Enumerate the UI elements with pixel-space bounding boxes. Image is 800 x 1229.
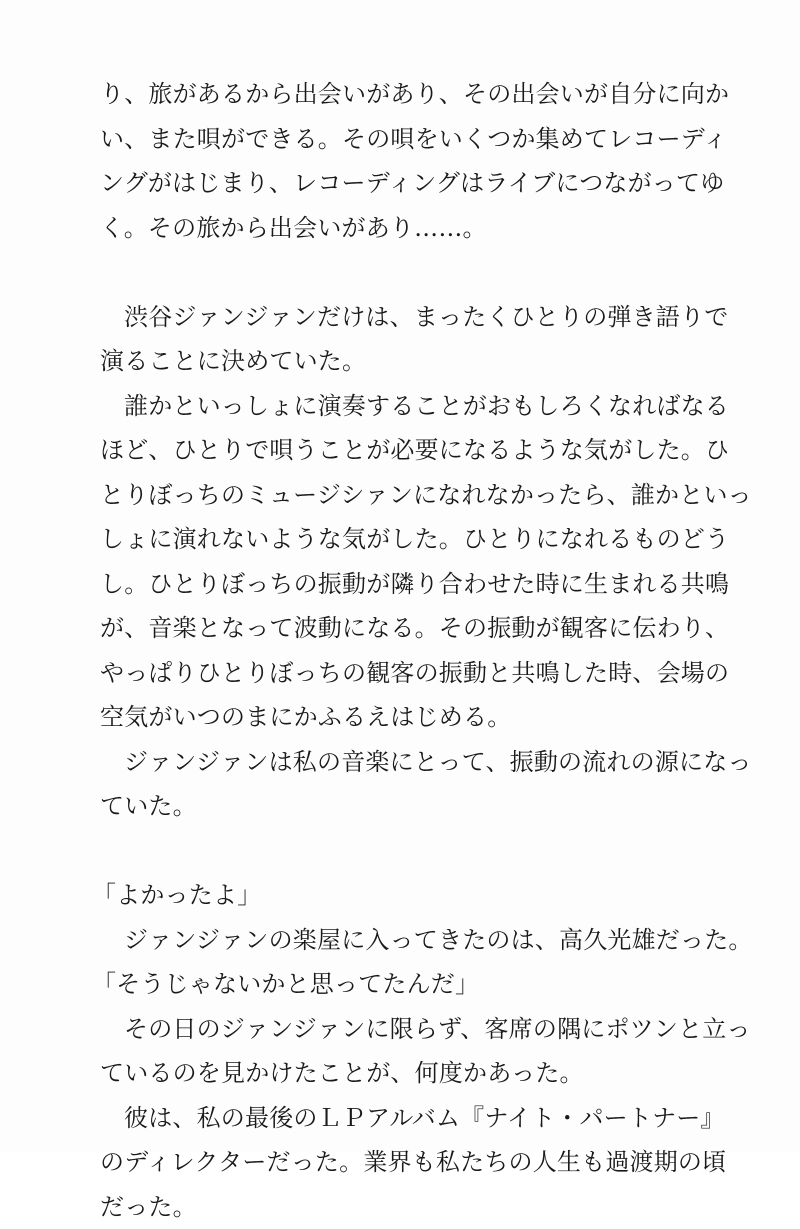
paragraph-3 (100, 384, 670, 740)
text-line: ングがはじまり、レコーディングはライブにつながってゆ (100, 161, 670, 206)
text-line: く。その旅から出会いがあり……。 (100, 206, 670, 251)
text-line: ジァンジァンは私の音楽にとって、振動の流れの源になっ (100, 740, 670, 785)
paragraph-7 (100, 1096, 670, 1229)
text-line: ほど、ひとりで唄うことが必要になるような気がした。ひ (100, 428, 670, 473)
text-line: が、音楽となって波動になる。その振動が観客に伝わり、 (100, 606, 670, 651)
text-line: 演ることに決めていた。 (100, 339, 670, 384)
text-line: 彼は、私の最後のＬＰアルバム『ナイト・パートナー』 (100, 1096, 670, 1141)
paragraph-2 (100, 295, 670, 384)
text-line: り、旅があるから出会いがあり、その出会いが自分に向か (100, 72, 670, 117)
text-line: 空気がいつのまにかふるえはじめる。 (100, 695, 670, 740)
text-line: やっぱりひとりぼっちの観客の振動と共鳴した時、会場の (100, 651, 670, 696)
body-text (100, 72, 670, 1229)
text-line: ているのを見かけたことが、何度かあった。 (100, 1051, 670, 1096)
text-line: その日のジァンジァンに限らず、客席の隅にポツンと立っ (100, 1007, 670, 1052)
paragraph-1 (100, 72, 670, 250)
paragraph-4 (100, 740, 670, 829)
text-line: だった。 (100, 1185, 670, 1229)
text-line: しょに演れないような気がした。ひとりになれるものどう (100, 517, 670, 562)
text-line: 渋谷ジァンジァンだけは、まったくひとりの弾き語りで (100, 295, 670, 340)
paragraph-6 (100, 1007, 670, 1096)
text-line: し。ひとりぼっちの振動が隣り合わせた時に生まれる共鳴 (100, 562, 670, 607)
text-line: のディレクターだった。業界も私たちの人生も過渡期の頃 (100, 1140, 670, 1185)
text-line: 「そうじゃないかと思ってたんだ」 (92, 962, 670, 1007)
text-line: い、また唄ができる。その唄をいくつか集めてレコーディ (100, 117, 670, 162)
paragraph-5 (100, 918, 670, 963)
text-line: とりぼっちのミュージシァンになれなかったら、誰かといっ (100, 473, 670, 518)
text-line: ていた。 (100, 784, 670, 829)
text-line: 「よかったよ」 (92, 873, 670, 918)
text-line: 誰かといっしょに演奏することがおもしろくなればなる (100, 384, 670, 429)
section-break (100, 250, 670, 295)
text-line: ジァンジァンの楽屋に入ってきたのは、高久光雄だった。 (100, 918, 670, 963)
section-break (100, 829, 670, 874)
dialogue-2 (100, 962, 670, 1007)
dialogue-1 (100, 873, 670, 918)
